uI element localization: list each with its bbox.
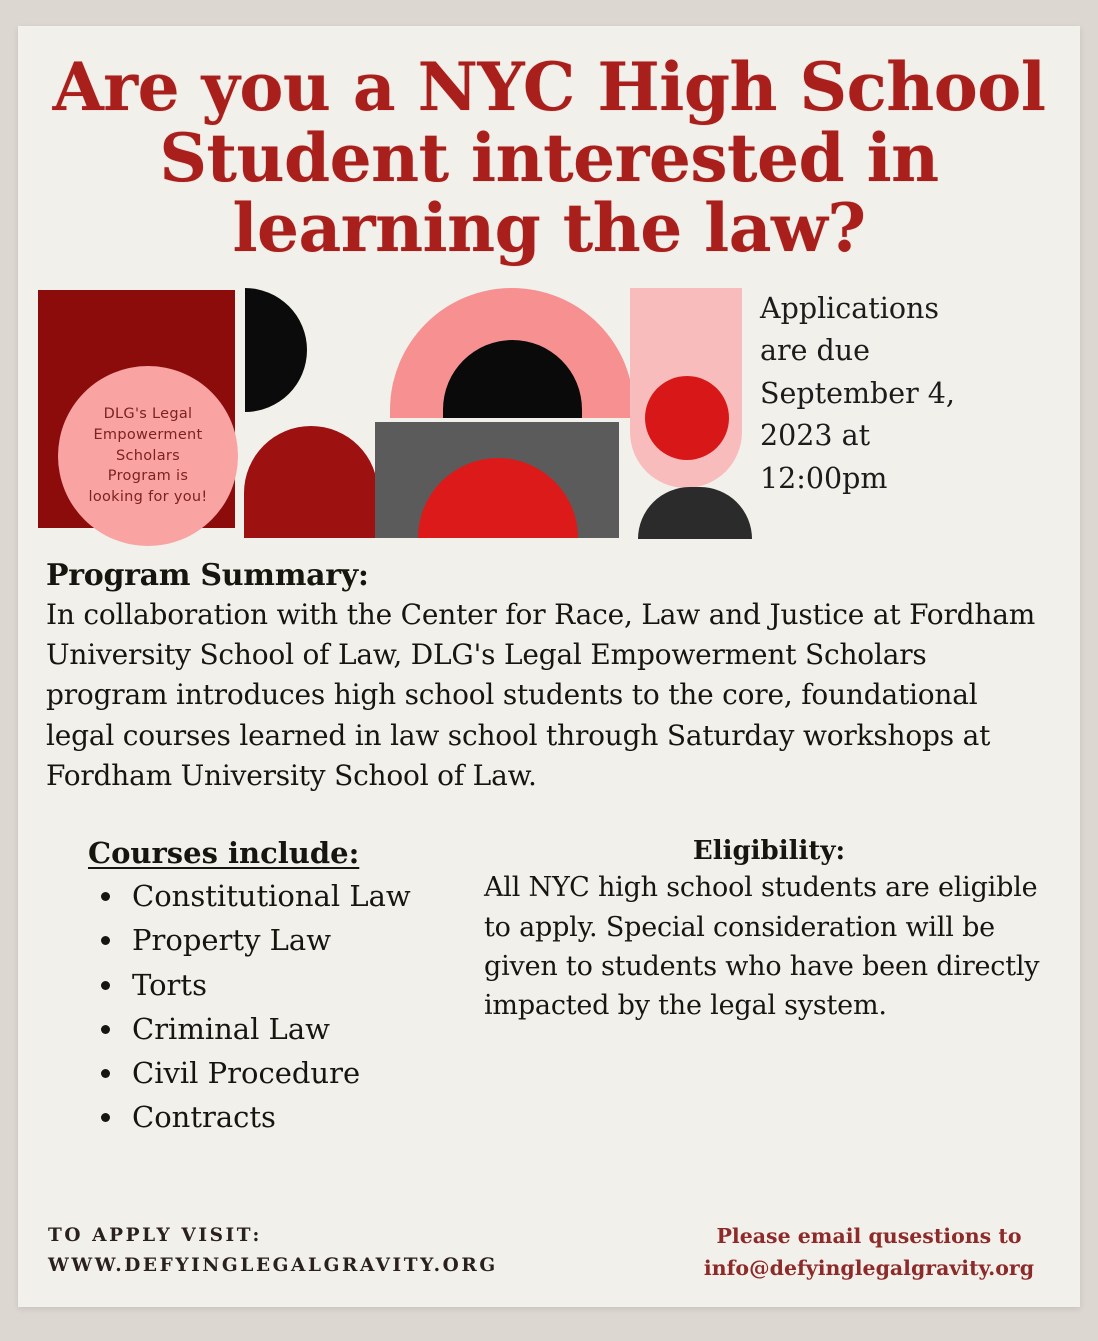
badge-line-5: looking for you! bbox=[88, 488, 208, 505]
list-item: • Civil Procedure bbox=[126, 1051, 474, 1095]
apply-url[interactable]: WWW.DEFYINGLEGALGRAVITY.ORG bbox=[48, 1255, 498, 1277]
program-summary-section bbox=[18, 548, 1080, 797]
apply-label: TO APPLY VISIT: bbox=[48, 1225, 262, 1247]
contact-label: Please email qusestions to bbox=[716, 1224, 1022, 1249]
list-item: • Property Law bbox=[126, 918, 474, 962]
apply-instructions bbox=[48, 1221, 684, 1281]
list-item: • Constitutional Law bbox=[126, 874, 474, 918]
deadline-line-2: are due bbox=[760, 334, 871, 368]
headline-line-1: Are you a NYC High School bbox=[52, 48, 1046, 126]
flyer-footer bbox=[18, 1221, 1080, 1285]
deadline-line-4: 2023 at bbox=[760, 419, 871, 453]
eligibility-body: All NYC high school students are eligible to apply. Special consideration will be given to students who have been directly impacted by the legal system. bbox=[484, 872, 1040, 1021]
flyer-poster bbox=[18, 26, 1080, 1307]
badge-line-4: Program is bbox=[107, 468, 189, 485]
details-columns bbox=[18, 796, 1080, 1138]
red-circle-shape bbox=[645, 376, 729, 460]
contact-instructions bbox=[684, 1221, 1054, 1285]
list-item: • Contracts bbox=[126, 1095, 474, 1139]
deadline-line-1: Applications bbox=[760, 291, 939, 325]
list-item: • Torts bbox=[126, 963, 474, 1007]
charcoal-dome-shape bbox=[638, 487, 752, 539]
black-half-disc-shape bbox=[245, 288, 307, 412]
page-title bbox=[18, 26, 1080, 268]
program-summary-body: In collaboration with the Center for Race, Law and Justice at Fordham University School of Law, DLG's Legal Empowerment Scholars program introduces high school students to the core, foundational legal courses learned in law school through Saturday workshops at Fordham University School of Law. bbox=[46, 597, 1036, 793]
program-summary-heading: Program Summary: bbox=[46, 557, 369, 593]
headline-line-3: learning the law? bbox=[232, 189, 866, 268]
eligibility-heading: Eligibility: bbox=[692, 836, 846, 867]
courses-heading: Courses include: bbox=[88, 836, 360, 871]
application-deadline bbox=[760, 288, 1050, 500]
badge-line-1: DLG's Legal bbox=[103, 406, 193, 423]
courses-section bbox=[44, 836, 474, 1138]
pink-circle-badge bbox=[58, 366, 238, 546]
badge-line-3: Scholars bbox=[115, 447, 181, 464]
headline-line-2: Student interested in bbox=[159, 118, 939, 197]
list-item: • Criminal Law bbox=[126, 1007, 474, 1051]
deadline-line-3: September 4, bbox=[760, 376, 955, 410]
dark-red-arch-shape bbox=[244, 426, 378, 538]
badge-line-2: Empowerment bbox=[93, 426, 203, 443]
badge-text bbox=[80, 404, 215, 507]
contact-email[interactable]: info@defyinglegalgravity.org bbox=[703, 1256, 1035, 1281]
decorative-graphic-band bbox=[18, 280, 1080, 548]
eligibility-section bbox=[474, 836, 1054, 1138]
courses-list bbox=[88, 874, 474, 1138]
deadline-line-5: 12:00pm bbox=[760, 461, 888, 495]
